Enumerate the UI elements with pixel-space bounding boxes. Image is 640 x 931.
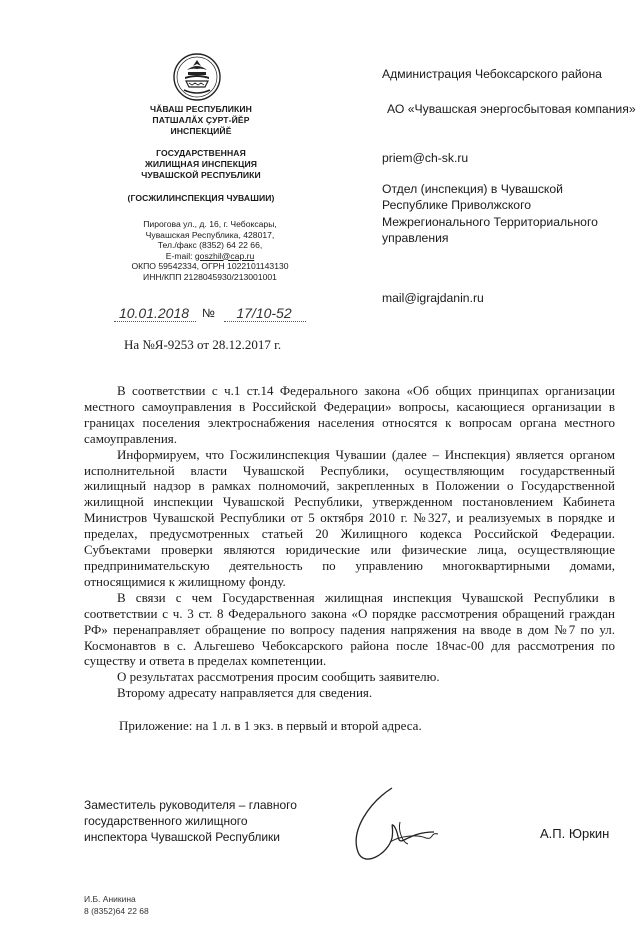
body-paragraph-2: Информируем, что Госжилинспекция Чувашии (далее – Инспекция) является органом исполнительной власти Чувашской Республики, осуществляющим государственный жилищный надзор в рамках полномочий, закрепленных в Положении о Государственной жилищной инспекции Чувашской Республики, утвержденном постановлением Кабинета Министров Чувашской Республики от 5 октября 2010 г. №327, и реализуемых в порядке и пределах, предусмотренных статьей 20 Жилищного кодекса Российской Федерации. Субъектами проверки являются юридические или физические лица, осуществляющие предпринимательскую деятельность по управлению многоквартирными домами, относящимися к жилищному фонду. bbox=[84, 446, 615, 589]
org-name-russian-line-2: ЖИЛИЩНАЯ ИНСПЕКЦИЯ bbox=[144, 159, 258, 169]
letter-body bbox=[84, 383, 615, 701]
org-name-chuvash bbox=[88, 104, 314, 137]
registration-date: 10.01.2018 bbox=[118, 305, 190, 321]
org-name-chuvash-line-3: ИНСПЕКЦИЙӖ bbox=[170, 126, 232, 136]
org-name-chuvash-line-1: ЧӐВАШ РЕСПУБЛИКИН bbox=[150, 104, 252, 114]
registration-number: 17/10-52 bbox=[236, 305, 292, 321]
number-sign: № bbox=[202, 306, 215, 320]
signer-position-line-1: Заместитель руководителя – главного bbox=[84, 798, 297, 812]
signer-position bbox=[84, 797, 324, 845]
body-paragraph-4: О результатах рассмотрения просим сообщить заявителю. bbox=[117, 669, 440, 685]
addressee-email-2[interactable]: mail@igrajdanin.ru bbox=[382, 291, 484, 305]
attachment-line: Приложение: на 1 л. в 1 экз. в первый и второй адреса. bbox=[119, 718, 422, 733]
number-underline bbox=[224, 321, 306, 322]
addressee-email-1[interactable]: priem@ch-sk.ru bbox=[382, 151, 469, 165]
org-name-russian-line-3: ЧУВАШСКОЙ РЕСПУБЛИКИ bbox=[141, 170, 261, 180]
sender-address-line-1: Пирогова ул., д. 16, г. Чебоксары, bbox=[143, 219, 277, 229]
body-paragraph-5: Второму адресату направляется для сведения. bbox=[117, 685, 373, 701]
addressee-1: Администрация Чебоксарского района bbox=[382, 67, 602, 81]
sender-okpo-ogrn: ОКПО 59542334, ОГРН 1022101143130 bbox=[131, 261, 289, 271]
reference-line: На №Я-9253 от 28.12.2017 г. bbox=[124, 337, 282, 352]
executor-block bbox=[84, 893, 149, 917]
sender-address-line-2: Чувашская Республика, 428017, bbox=[145, 229, 275, 240]
body-paragraph-3: В связи с чем Государственная жилищная инспекция Чувашской Республики в соответствии с ч. 3 ст. 8 Федерального закона «О порядке рассмотрения обращений граждан РФ» перенаправляет обращение по вопросу падения напряжения на вводе в дом №7 по ул. Космонавтов в с. Альгешево Чебоксарского района после 18час-00 для рассмотрения по существу и ответа в пределах компетенции. bbox=[84, 589, 615, 669]
org-name-russian-line-1: ГОСУДАРСТВЕННАЯ bbox=[156, 148, 246, 158]
sender-email-link[interactable]: goszhil@cap.ru bbox=[194, 250, 255, 261]
sender-email-label: E-mail: bbox=[165, 250, 195, 261]
org-name-chuvash-line-2: ПАТШАЛӐХ ҪУРТ-ЙӖР bbox=[152, 115, 250, 125]
sender-contacts bbox=[110, 219, 310, 282]
handwritten-signature bbox=[330, 782, 480, 872]
signer-position-line-3: инспектора Чувашской Республики bbox=[84, 830, 281, 844]
sender-inn-kpp: ИНН/КПП 2128045930/213001001 bbox=[143, 271, 277, 282]
org-short-name bbox=[88, 193, 314, 204]
addressee-2: АО «Чувашская энергосбытовая компания» bbox=[387, 102, 636, 116]
executor-name: И.Б. Аникина bbox=[84, 894, 136, 904]
signer-position-line-2: государственного жилищного bbox=[84, 814, 248, 828]
body-paragraph-1: В соответствии с ч.1 ст.14 Федерального закона «Об общих принципах организации местного самоуправления в Российской Федерации» вопросы, касающиеся организации в границах поселения электроснабжения населения относятся к вопросам органа местного самоуправления. bbox=[84, 383, 615, 446]
registration-line bbox=[114, 303, 306, 325]
coat-of-arms-emblem bbox=[172, 52, 222, 102]
org-short-name-text: (ГОСЖИЛИНСПЕКЦИЯ ЧУВАШИИ) bbox=[127, 193, 275, 203]
sender-phone: Тел./факс (8352) 64 22 66, bbox=[157, 240, 263, 250]
executor-phone: 8 (8352)64 22 68 bbox=[84, 906, 149, 916]
signer-name: А.П. Юркин bbox=[540, 826, 610, 841]
org-name-russian bbox=[88, 148, 314, 181]
date-underline bbox=[114, 321, 196, 322]
sender-email-line bbox=[110, 251, 310, 262]
addressee-3: Отдел (инспекция) в Чувашской Республике Приволжского Межрегионального Территориального управления bbox=[382, 182, 598, 246]
